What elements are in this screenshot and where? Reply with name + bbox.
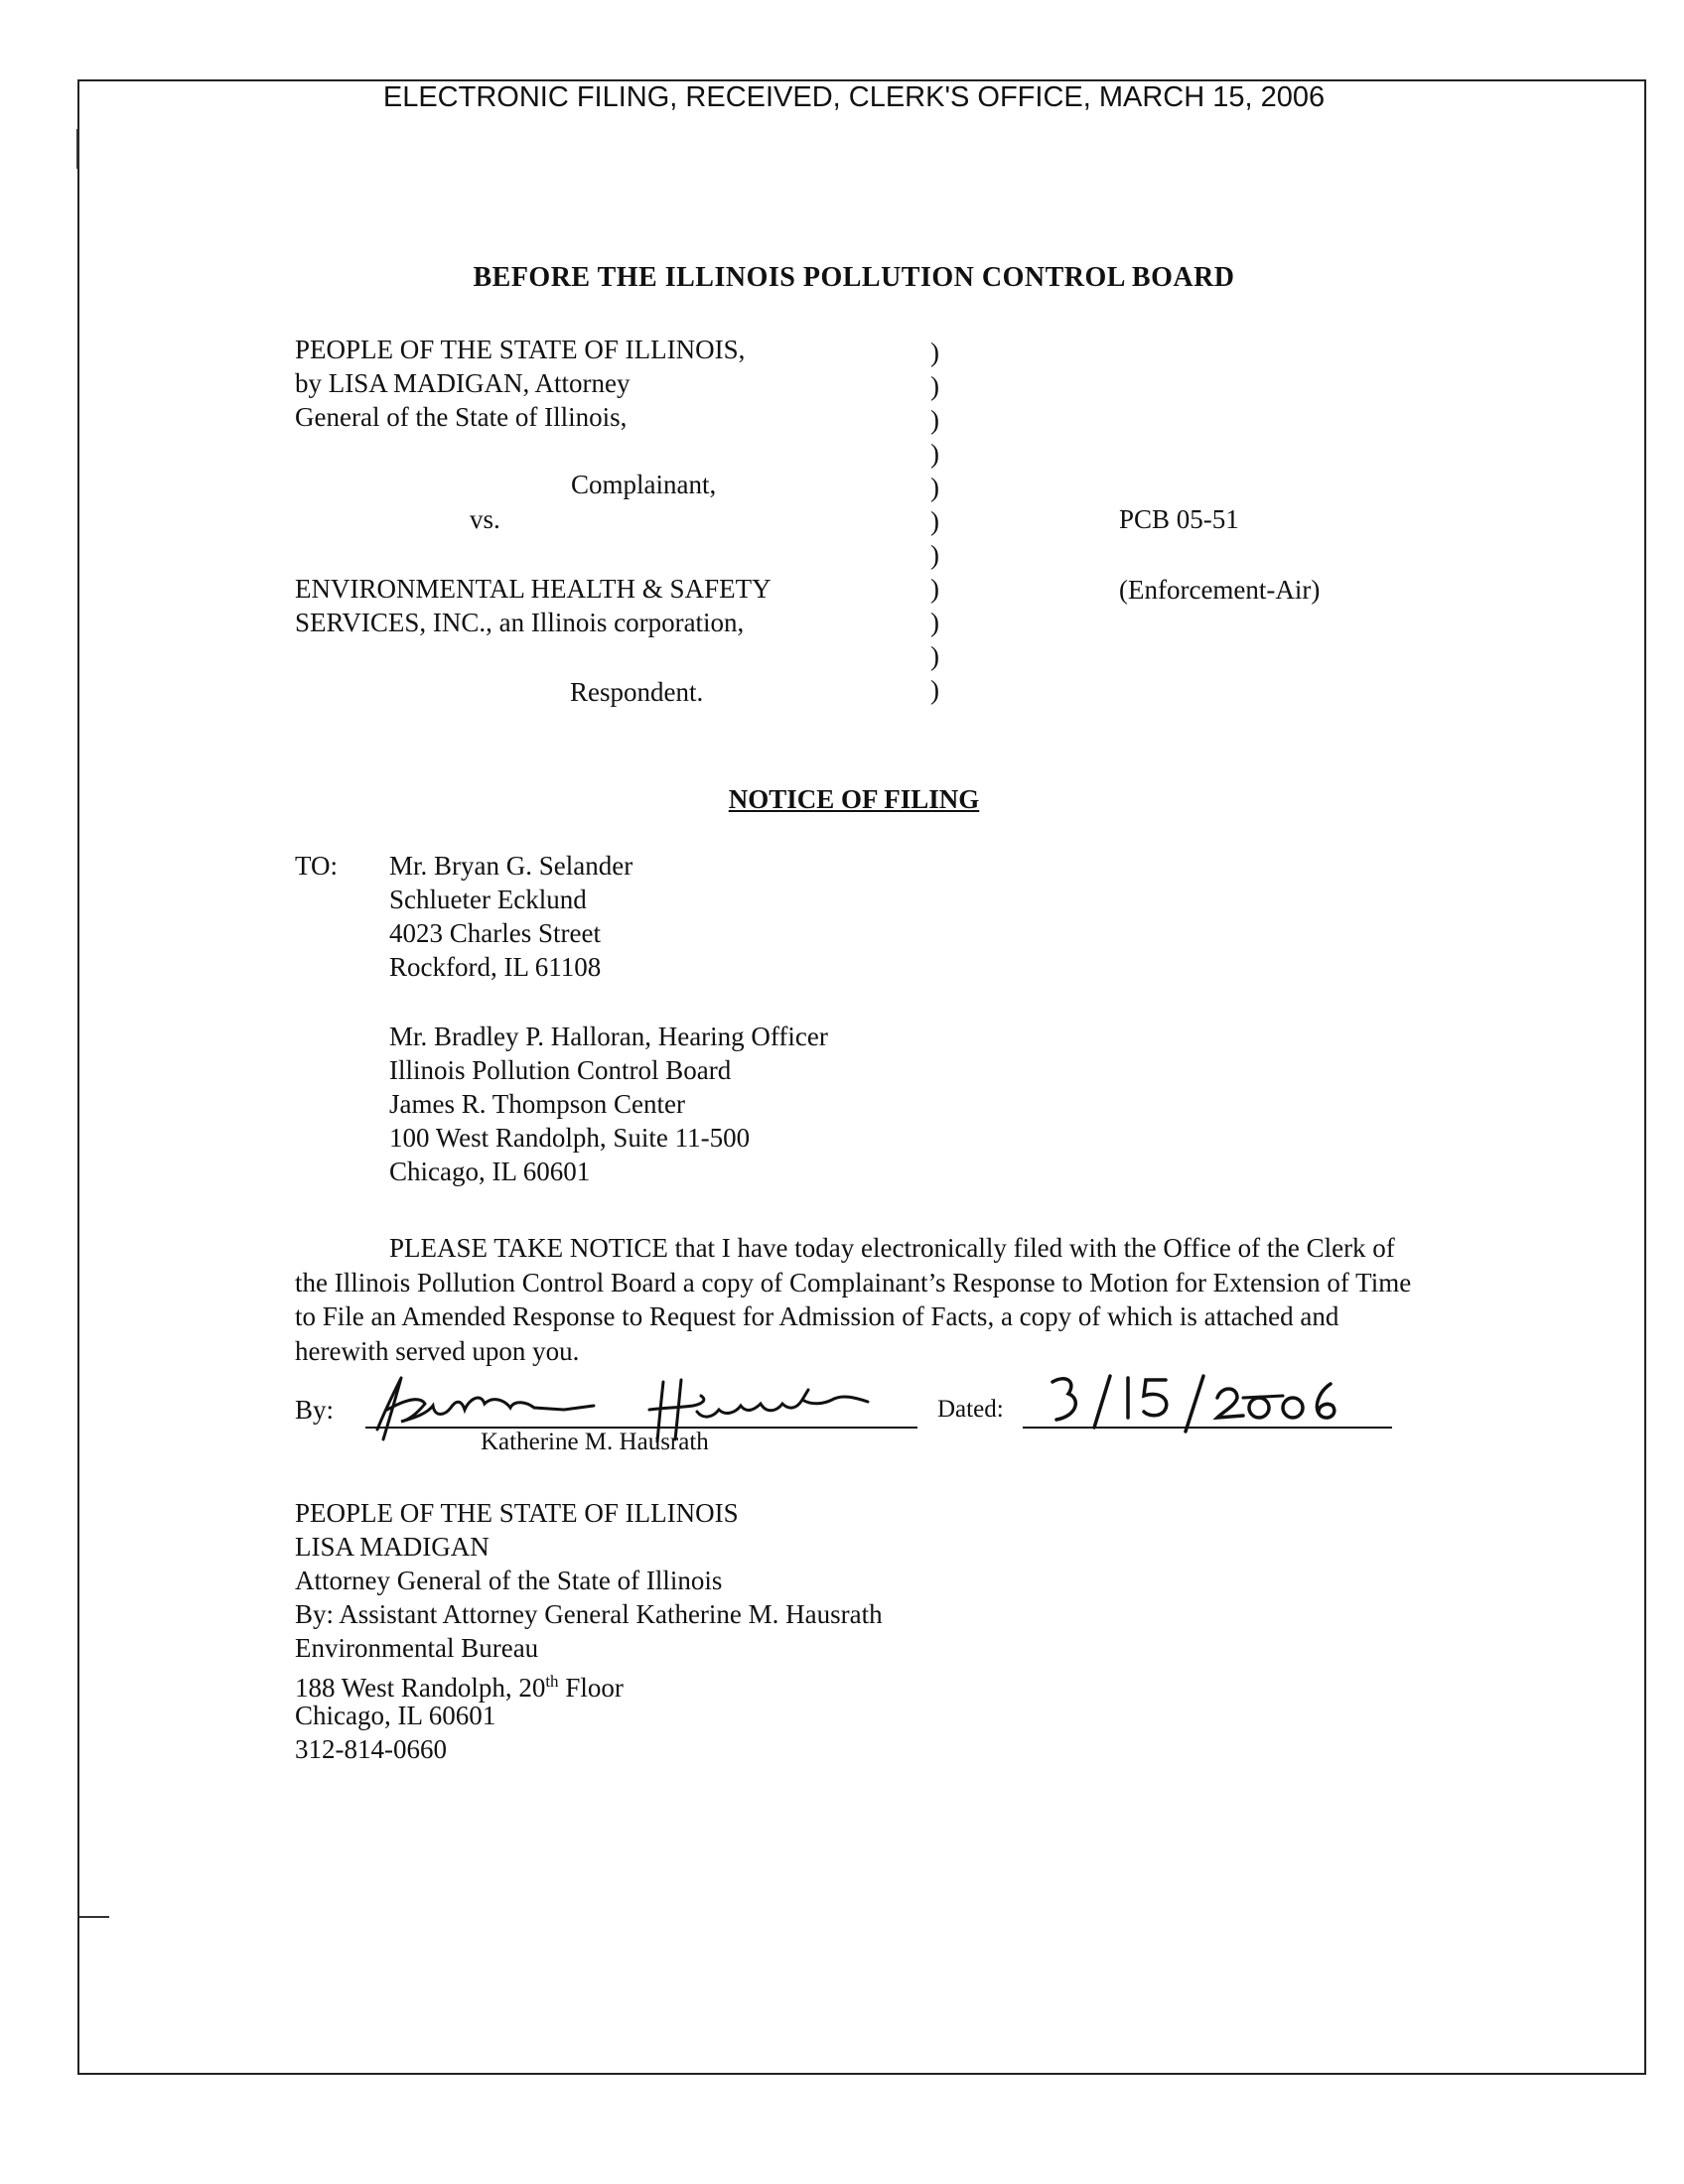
dated-label: Dated: (937, 1396, 1004, 1423)
address-street-sup: th (545, 1672, 559, 1691)
recipient-line: 100 West Randolph, Suite 11-500 (389, 1123, 751, 1153)
scan-mark (79, 1916, 109, 1918)
caption-paren: ) (930, 540, 939, 570)
complainant-role: Complainant, (571, 470, 717, 499)
handwritten-date (1033, 1368, 1390, 1437)
notice-paragraph (295, 1231, 1417, 1368)
complainant-line: by LISA MADIGAN, Attorney (295, 368, 631, 398)
recipient-line: Mr. Bryan G. Selander (389, 851, 633, 881)
address-street-prefix: 188 West Randolph, 20 (295, 1673, 546, 1703)
phone-number: 312-814-0660 (295, 1734, 447, 1764)
caption-paren: ) (930, 675, 939, 705)
electronic-filing-banner: ELECTRONIC FILING, RECEIVED, CLERK'S OFFICE, MARCH 15, 2006 (382, 81, 1326, 113)
complainant-line: General of the State of Illinois, (295, 402, 628, 432)
recipient-line: James R. Thompson Center (389, 1089, 685, 1119)
caption-paren: ) (930, 473, 939, 502)
scan-mark (76, 129, 78, 169)
recipient-line: Chicago, IL 60601 (389, 1157, 591, 1186)
respondent-line: SERVICES, INC., an Illinois corporation, (295, 608, 745, 637)
recipient-line: Mr. Bradley P. Halloran, Hearing Officer (389, 1022, 828, 1051)
caption-paren: ) (930, 574, 939, 604)
signer-name: Katherine M. Hausrath (481, 1429, 709, 1455)
recipient-line: Illinois Pollution Control Board (389, 1055, 732, 1085)
respondent-role: Respondent. (570, 677, 704, 707)
board-title: BEFORE THE ILLINOIS POLLUTION CONTROL BOARD (473, 262, 1235, 293)
case-type: (Enforcement-Air) (1119, 575, 1321, 605)
address-street-suffix: Floor (558, 1673, 624, 1703)
case-number: PCB 05-51 (1119, 504, 1239, 534)
caption-paren: ) (930, 506, 939, 536)
address-city: Chicago, IL 60601 (295, 1701, 496, 1730)
to-label: TO: (295, 851, 339, 881)
notice-paragraph-text: PLEASE TAKE NOTICE that I have today electronically filed with the Office of the Clerk of the Illinois Pollution Control Board a copy of Complainant’s Response to Motion for Extension of Time to File an Amended Response to Request for Admission of Facts, a copy of which is attached and herewith served upon you. (295, 1233, 1412, 1366)
caption-paren: ) (930, 405, 939, 435)
respondent-line: ENVIRONMENTAL HEALTH & SAFETY (295, 574, 772, 604)
recipient-line: 4023 Charles Street (389, 918, 601, 948)
attorney-line: By: Assistant Attorney General Katherine M. Hausrath (295, 1599, 883, 1629)
caption-paren: ) (930, 439, 939, 469)
complainant-line: PEOPLE OF THE STATE OF ILLINOIS, (295, 335, 746, 364)
attorney-line: PEOPLE OF THE STATE OF ILLINOIS (295, 1498, 739, 1528)
recipient-line: Rockford, IL 61108 (389, 952, 602, 982)
by-label: By: (295, 1395, 335, 1425)
attorney-line: Environmental Bureau (295, 1633, 539, 1663)
caption-paren: ) (930, 608, 939, 637)
notice-title: NOTICE OF FILING (728, 784, 980, 814)
caption-paren: ) (930, 338, 939, 367)
attorney-line: LISA MADIGAN (295, 1532, 490, 1562)
recipient-line: Schlueter Ecklund (389, 885, 587, 914)
caption-paren: ) (930, 371, 939, 401)
caption-paren: ) (930, 641, 939, 671)
attorney-line: Attorney General of the State of Illinois (295, 1566, 723, 1595)
versus-label: vs. (470, 504, 500, 534)
